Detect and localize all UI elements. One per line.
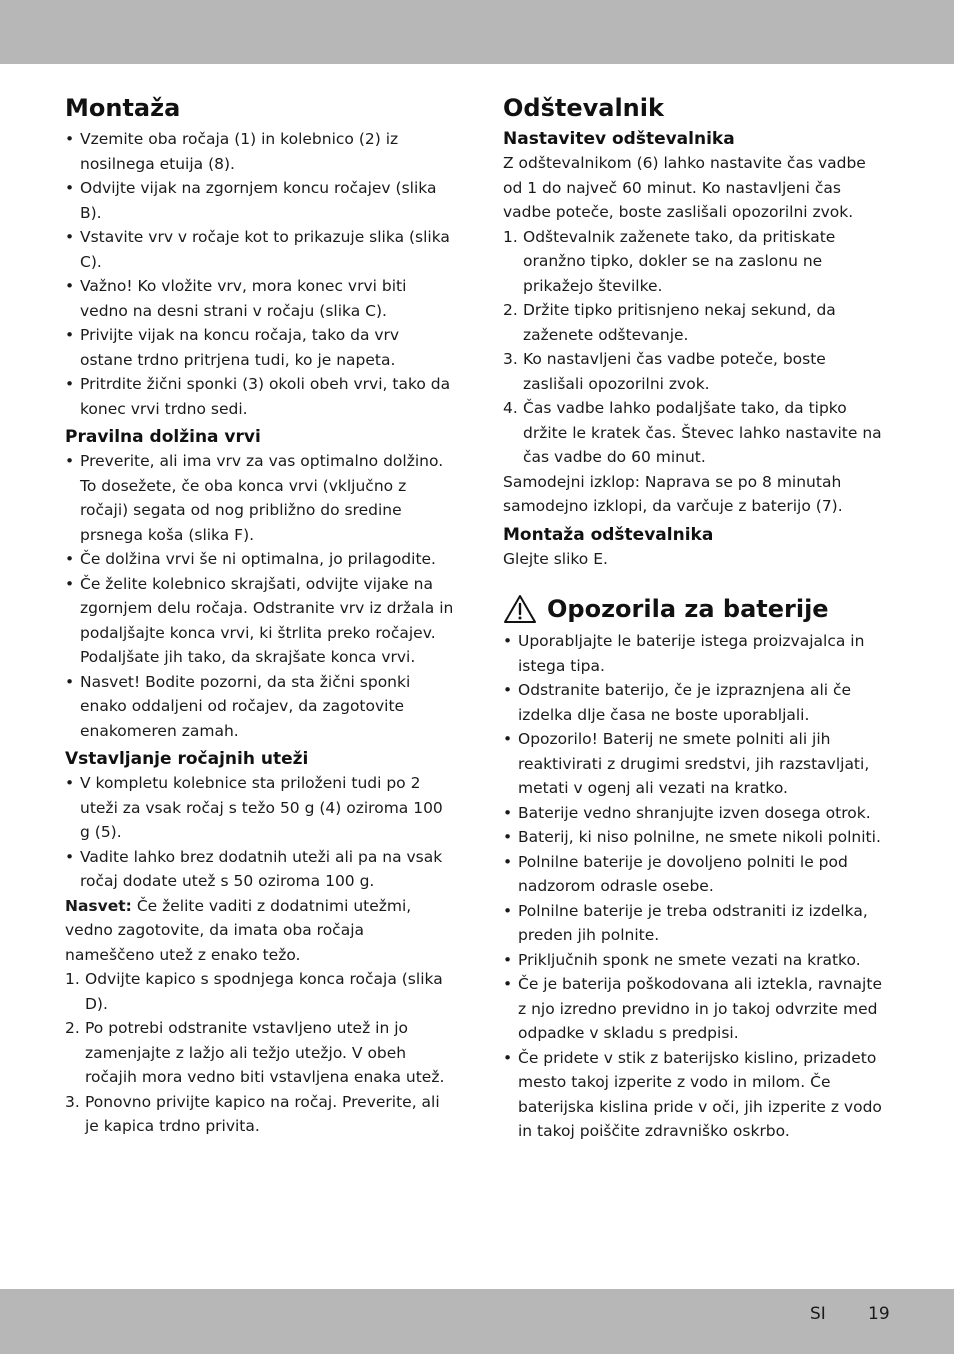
list-item: • V kompletu kolebnice sta priloženi tudi po 2 uteži za vsak ročaj s težo 50 g (4) oziroma 100 g (5). [65, 774, 443, 841]
battery-warning-header [503, 593, 888, 625]
list-item: • Uporabljajte le baterije istega proizvajalca in istega tipa. [503, 632, 865, 675]
list-item: • Baterij, ki niso polnilne, ne smete nikoli polniti. [503, 828, 881, 846]
subsection-title-mount: Montaža odštevalnika [503, 524, 714, 545]
section-title-timer: Odštevalnik [503, 94, 664, 122]
list-item: 1. Odštevalnik zaženete tako, da pritiskate oranžno tipko, dokler se na zaslonu ne prikažejo številke. [503, 227, 836, 295]
weights-list [65, 771, 455, 894]
subsection-title-length: Pravilna dolžina vrvi [65, 427, 261, 447]
page-number: 19 [868, 1304, 890, 1324]
auto-off-paragraph: Samodejni izklop: Naprava se po 8 minutah samodejno izklopi, da varčuje z baterijo (7). [503, 472, 843, 515]
list-item: 2. Držite tipko pritisnjeno nekaj sekund, da zaženete odštevanje. [503, 301, 836, 344]
list-item: • Opozorilo! Baterij ne smete polniti ali jih reaktivirati z drugimi sredstvi, jih razstavljati, metati v ogenj ali vezati na kratko. [503, 730, 870, 797]
footer-language: SI [810, 1304, 826, 1324]
left-column [65, 92, 455, 1139]
list-item: • Polnilne baterije je treba odstraniti iz izdelka, preden jih polnite. [503, 901, 868, 944]
subsection-title-setup: Nastavitev odštevalnika [503, 129, 735, 149]
steps-list [65, 967, 455, 1139]
right-column [503, 92, 888, 1144]
length-list [65, 449, 455, 743]
list-item: 2. Po potrebi odstranite vstavljeno utež in jo zamenjajte z lažjo ali težjo utežjo. V obeh ročajih mora vedno biti vstavljena enaka utež. [65, 1019, 445, 1086]
list-item: • Privijte vijak na koncu ročaja, tako da vrv ostane trdno pritrjena tudi, ko je napeta. [65, 326, 400, 369]
list-item: 3. Ponovno privijte kapico na ročaj. Preverite, ali je kapica trdno privita. [65, 1092, 440, 1135]
list-item: • Preverite, ali ima vrv za vas optimalno dolžino. To dosežete, če oba konca vrvi (vključno z ročaji) segata od nog približno do sredine prsnega koša (slika F). [65, 452, 444, 544]
setup-paragraph: Z odštevalnikom (6) lahko nastavite čas vadbe od 1 do največ 60 minut. Ko nastavljeni čas vadbe poteče, boste zaslišali opozorilni zvok. [503, 154, 866, 221]
list-item: • Če dolžina vrvi še ni optimalna, jo prilagodite. [65, 550, 436, 568]
list-item: • Vadite lahko brez dodatnih uteži ali pa na vsak ročaj dodate utež s 50 oziroma 100 g. [65, 847, 443, 890]
list-item: • Pritrdite žični sponki (3) okoli obeh vrvi, tako da konec vrvi trdno sedi. [65, 375, 451, 418]
list-item: • Če pridete v stik z baterijsko kislino, prizadeto mesto takoj izperite z vodo in milom. Če baterijska kislina pride v oči, jih izperite z vodo in takoj poiščite zdravniško oskrbo. [503, 1048, 882, 1140]
list-item: • Odstranite baterijo, če je izpraznjena ali če izdelka dlje časa ne boste uporabljali. [503, 681, 852, 724]
tip-paragraph: Nasvet: Če želite vaditi z dodatnimi utežmi, vedno zagotovite, da imata oba ročaja nameščeno utež z enako težo. [65, 896, 412, 964]
section-title-montaza: Montaža [65, 94, 181, 122]
mount-paragraph: Glejte sliko E. [503, 549, 608, 568]
list-item: • Vstavite vrv v ročaje kot to prikazuje slika (slika C). [65, 228, 450, 271]
list-item: • Vzemite oba ročaja (1) in kolebnico (2) iz nosilnega etuija (8). [65, 130, 399, 173]
setup-steps-list [503, 225, 888, 470]
warning-triangle-icon [503, 594, 537, 624]
top-band [0, 0, 954, 64]
list-item: • Važno! Ko vložite vrv, mora konec vrvi biti vedno na desni strani v ročaju (slika C). [65, 277, 407, 320]
section-title-battery: Opozorila za baterije [547, 595, 829, 623]
list-item: • Če želite kolebnico skrajšati, odvijte vijake na zgornjem delu ročaja. Odstranite vrv iz držala in podaljšajte konca vrvi, ki štrlita preko ročajev. Podaljšate jih tako, da skrajšate konca vrvi. [65, 574, 454, 666]
tip-label: Nasvet: [65, 896, 132, 915]
subsection-title-weights: Vstavljanje ročajnih uteži [65, 749, 309, 769]
list-item: 4. Čas vadbe lahko podaljšate tako, da tipko držite le kratek čas. Števec lahko nastavite na čas vadbe do 60 minut. [503, 399, 882, 466]
list-item: 3. Ko nastavljeni čas vadbe poteče, boste zaslišali opozorilni zvok. [503, 350, 826, 393]
list-item: • Nasvet! Bodite pozorni, da sta žični sponki enako oddaljeni od ročajev, da zagotovite enakomeren zamah. [65, 672, 411, 740]
list-item: • Baterije vedno shranjujte izven dosega otrok. [503, 803, 871, 822]
list-item: • Priključnih sponk ne smete vezati na kratko. [503, 950, 861, 969]
intro-list [65, 127, 455, 421]
list-item: 1. Odvijte kapico s spodnjega konca ročaja (slika D). [65, 970, 443, 1013]
battery-list [503, 629, 888, 1144]
list-item: • Polnilne baterije je dovoljeno polniti le pod nadzorom odrasle osebe. [503, 852, 848, 895]
list-item: • Odvijte vijak na zgornjem koncu ročajev (slika B). [65, 179, 437, 222]
list-item: • Če je baterija poškodovana ali iztekla, ravnajte z njo izredno previdno in jo takoj odvrzite med odpadke v skladu s predpisi. [503, 975, 882, 1042]
